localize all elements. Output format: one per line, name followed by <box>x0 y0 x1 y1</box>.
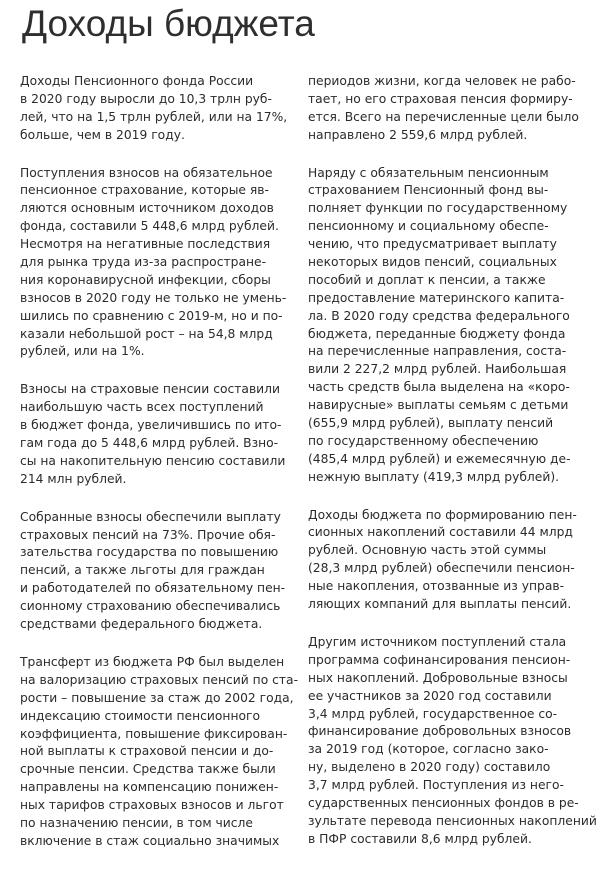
text-line: лей, что на 1,5 трлн рублей, или на 17%, <box>20 109 288 124</box>
text-line: ные накопления, отозванные из управ- <box>308 579 565 594</box>
paragraph <box>20 654 302 851</box>
paragraph <box>20 73 302 145</box>
text-line: казали небольшой рост – на 54,8 млрд <box>20 326 273 341</box>
text-line: наибольшую часть всех поступлений <box>20 400 264 415</box>
text-line: сударственных пенсионных фондов в ре- <box>308 795 579 810</box>
text-line: часть средств была выделена на «коро- <box>308 380 570 395</box>
text-line: в 2020 году выросли до 10,3 трлн руб- <box>20 91 272 106</box>
text-line: за 2019 год (которое, согласно зако- <box>308 742 549 757</box>
text-line: ее участников за 2020 год составили <box>308 688 552 703</box>
text-line: периодов жизни, когда человек не рабо- <box>308 74 576 88</box>
text-line: средствами федерального бюджета. <box>20 617 263 632</box>
text-line: включение в стаж социально значимых <box>20 833 280 848</box>
text-line: страховых пенсий на 73%. Прочие обя- <box>20 527 276 542</box>
text-line: пособий и доплат к пенсии, а также <box>308 272 546 287</box>
text-line: пенсионному и социальному обеспе- <box>308 219 549 234</box>
text-line: Несмотря на негативные последствия <box>20 237 271 252</box>
text-line: 3,4 млрд рублей, государственное со- <box>308 706 558 721</box>
text-line: ной выплаты к страховой пенсии и до- <box>20 744 274 759</box>
paragraph <box>20 381 302 488</box>
text-line: рости – повышение за стаж до 2002 года, <box>20 690 294 705</box>
text-line: пенсий, а также льготы для граждан <box>20 563 265 578</box>
text-line: Трансферт из бюджета РФ был выделен <box>20 654 285 669</box>
text-line: нежную выплату (419,3 млрд рублей). <box>308 469 560 484</box>
text-line: Поступления взносов на обязательное <box>20 165 273 180</box>
text-line: финансирование добровольных взносов <box>308 724 572 739</box>
text-line: ну, выделено в 2020 году) составило <box>308 760 551 775</box>
text-line: рублей, или на 1%. <box>20 344 145 359</box>
right-column <box>308 73 597 869</box>
text-line: зательства государства по повышению <box>20 545 279 560</box>
text-line: ных накоплений. Добровольные взносы <box>308 670 568 685</box>
text-line: по назначению пенсии, в том числе <box>20 815 253 830</box>
text-line: больше, чем в 2019 году. <box>20 127 185 142</box>
text-line: ния коронавирусной инфекции, сборы <box>20 272 271 287</box>
text-line: ляются основным источником доходов <box>20 201 274 216</box>
page-title: Доходы бюджета <box>22 3 315 44</box>
text-line: ляющих компаний для выплаты пенсий. <box>308 597 572 612</box>
text-line: чению, что предусматривает выплату <box>308 237 557 252</box>
text-line: навирусные» выплаты семьям с детьми <box>308 398 569 413</box>
text-line: взносов в 2020 году не только не умень- <box>20 290 287 305</box>
text-line: для рынка труда из-за распростране- <box>20 255 267 270</box>
text-line: Доходы бюджета по формированию пен- <box>308 507 577 522</box>
text-line: направлено 2 559,6 млрд рублей. <box>308 127 528 142</box>
text-line: сионному страхованию обеспечивались <box>20 599 281 614</box>
text-line: на валоризацию страховых пенсий по ста- <box>20 672 299 687</box>
text-line: индексацию стоимости пенсионного <box>20 708 261 723</box>
text-line: страхованием Пенсионный фонд вы- <box>308 183 549 198</box>
text-line: в бюджет фонда, увеличившись по ито- <box>20 418 282 433</box>
text-line: программа софинансирования пенсион- <box>308 652 571 667</box>
text-line: зультате перевода пенсионных накоплений <box>308 813 597 828</box>
text-line: ла. В 2020 году средства федерального <box>308 308 570 323</box>
text-line: 214 млн рублей. <box>20 471 127 486</box>
text-line: (485,4 млрд рублей) и ежемесячную де- <box>308 451 571 466</box>
text-line: пенсионное страхование, которые яв- <box>20 183 269 198</box>
text-line: коэффициента, повышение фиксирован- <box>20 726 288 741</box>
text-line: Другим источником поступлений стала <box>308 634 567 649</box>
text-line: Собранные взносы обеспечили выплату <box>20 509 281 524</box>
text-line: некоторых видов пенсий, социальных <box>308 255 557 270</box>
text-line: сионных накоплений составили 44 млрд <box>308 525 573 540</box>
text-line: направлены на компенсацию понижен- <box>20 780 279 795</box>
text-line: (655,9 млрд рублей), выплату пенсий <box>308 416 554 431</box>
text-line: Наряду с обязательным пенсионным <box>308 165 549 180</box>
text-line: фонда, составили 5 448,6 млрд рублей. <box>20 219 279 234</box>
paragraph <box>20 165 302 362</box>
text-line: ных тарифов страховых взносов и льгот <box>20 798 284 813</box>
text-line: (28,3 млрд рублей) обеспечили пенсион- <box>308 561 575 576</box>
paragraph <box>308 634 597 849</box>
text-line: гам года до 5 448,6 млрд рублей. Взно- <box>20 436 279 451</box>
text-line: на перечисленные направления, соста- <box>308 344 567 359</box>
paragraph <box>308 165 590 487</box>
left-column <box>20 73 302 871</box>
text-line: тает, но его страховая пенсия формиру- <box>308 91 573 106</box>
paragraph <box>308 73 590 145</box>
text-line: предоставление материнского капита- <box>308 290 565 305</box>
text-line: срочные пенсии. Средства также были <box>20 762 276 777</box>
text-line: полняет функции по государственному <box>308 201 568 216</box>
text-line: Доходы Пенсионного фонда России <box>20 74 254 88</box>
text-line: ется. Всего на перечисленные цели было <box>308 109 579 124</box>
text-line: бюджета, переданные бюджету фонда <box>308 326 566 341</box>
text-line: вили 2 227,2 млрд рублей. Наибольшая <box>308 362 567 377</box>
text-line: и работодателей по обязательному пен- <box>20 581 286 596</box>
text-line: рублей. Основную часть этой суммы <box>308 543 547 558</box>
text-line: Взносы на страховые пенсии составили <box>20 382 281 397</box>
paragraph <box>20 509 302 634</box>
text-line: шились по сравнению с 2019-м, но и по- <box>20 308 283 323</box>
paragraph <box>308 507 590 614</box>
text-line: сы на накопительную пенсию составили <box>20 453 286 468</box>
text-line: по государственному обеспечению <box>308 433 539 448</box>
text-line: 3,7 млрд рублей. Поступления из него- <box>308 778 564 793</box>
text-line: в ПФР составили 8,6 млрд рублей. <box>308 831 532 846</box>
